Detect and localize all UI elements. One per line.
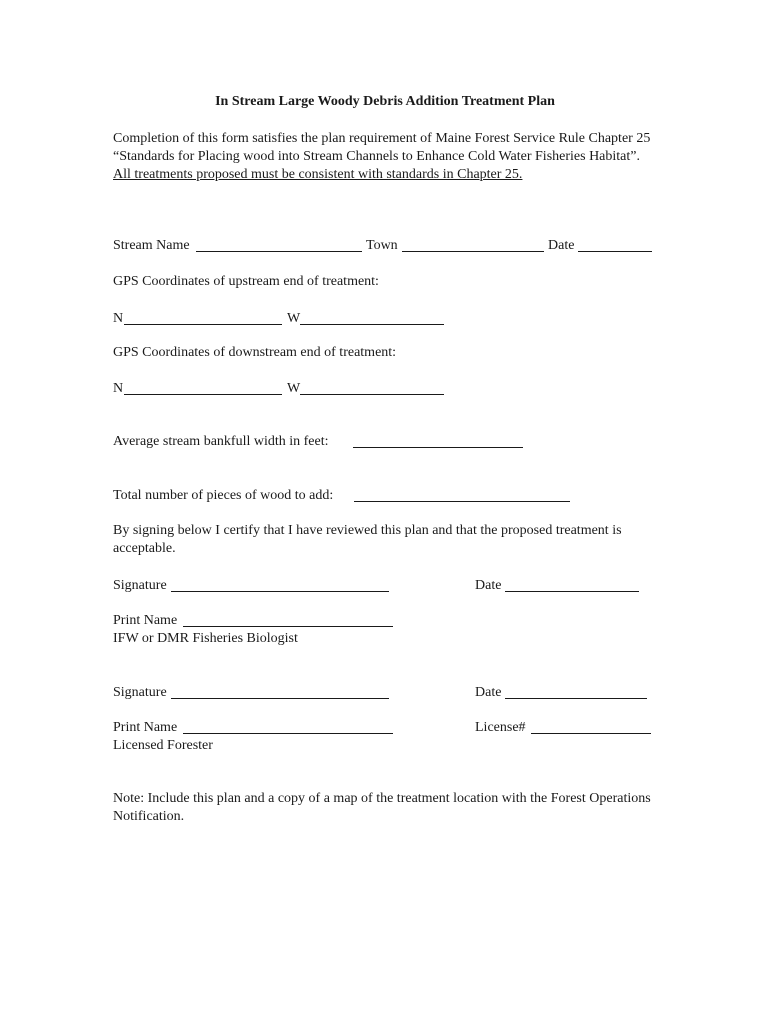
biologist-print-name-label: Print Name — [113, 613, 178, 628]
biologist-signature-field[interactable] — [171, 577, 389, 592]
intro-text: Completion of this form satisfies the plan requirement of Maine Forest Service Rule Chapter 25 “Standards for Placing wood into Stream Channels to Enhance Cold Water Fisheries Habitat”. — [113, 131, 651, 164]
forester-license-label: License# — [475, 720, 526, 735]
forester-print-name-label: Print Name — [113, 720, 178, 735]
forester-signature-field[interactable] — [171, 684, 389, 699]
bankfull-width-label: Average stream bankfull width in feet: — [113, 434, 329, 449]
date-field[interactable] — [578, 237, 652, 252]
town-field[interactable] — [402, 237, 544, 252]
forester-date-field[interactable] — [505, 684, 647, 699]
stream-name-label: Stream Name — [113, 238, 190, 253]
forester-license-field[interactable] — [531, 719, 651, 734]
note-text: Note: Include this plan and a copy of a map of the treatment location with the Forest Operations Notification. — [113, 791, 651, 824]
form-title: In Stream Large Woody Debris Addition Treatment Plan — [215, 94, 555, 109]
downstream-north-field[interactable] — [124, 380, 282, 395]
town-label: Town — [366, 238, 398, 253]
certification-text: By signing below I certify that I have reviewed this plan and that the proposed treatment is acceptable. — [113, 523, 622, 556]
biologist-date-label: Date — [475, 578, 502, 593]
intro-requirement: All treatments proposed must be consistent with standards in Chapter 25. — [113, 167, 523, 182]
bankfull-width-field[interactable] — [353, 433, 523, 448]
downstream-west-field[interactable] — [300, 380, 444, 395]
upstream-west-field[interactable] — [300, 310, 444, 325]
downstream-north-label: N — [113, 381, 124, 396]
biologist-signature-label: Signature — [113, 578, 167, 593]
forester-print-name-field[interactable] — [183, 719, 393, 734]
biologist-date-field[interactable] — [505, 577, 639, 592]
upstream-north-field[interactable] — [124, 310, 282, 325]
biologist-role: IFW or DMR Fisheries Biologist — [113, 631, 298, 646]
upstream-west-label: W — [287, 311, 301, 326]
forester-date-label: Date — [475, 685, 502, 700]
gps-downstream-label: GPS Coordinates of downstream end of treatment: — [113, 345, 397, 360]
stream-name-field[interactable] — [196, 237, 362, 252]
biologist-print-name-field[interactable] — [183, 612, 393, 627]
intro-paragraph — [113, 130, 658, 184]
wood-pieces-field[interactable] — [354, 487, 570, 502]
forester-role: Licensed Forester — [113, 738, 213, 753]
upstream-north-label: N — [113, 311, 124, 326]
downstream-west-label: W — [287, 381, 301, 396]
wood-pieces-label: Total number of pieces of wood to add: — [113, 488, 334, 503]
forester-signature-label: Signature — [113, 685, 167, 700]
date-label: Date — [548, 238, 575, 253]
gps-upstream-label: GPS Coordinates of upstream end of treatment: — [113, 274, 379, 289]
